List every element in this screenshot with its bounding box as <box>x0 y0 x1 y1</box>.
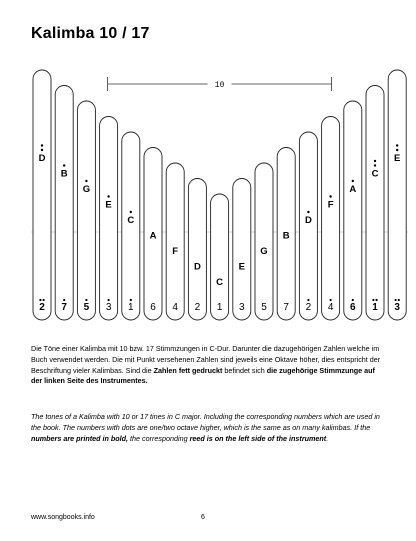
tine-number: 3 <box>105 302 112 313</box>
tine-letter: C <box>216 277 224 288</box>
tine-letter: E <box>105 199 112 211</box>
number-octave-dot <box>43 299 45 301</box>
tine-number: 5 <box>83 302 90 313</box>
tine-letter: A <box>349 184 357 195</box>
number-octave-dot <box>108 299 110 301</box>
tine-letter: D <box>38 153 46 164</box>
tine <box>366 86 384 321</box>
tine <box>77 101 95 320</box>
octave-dot <box>329 195 331 197</box>
tine-letter: G <box>260 246 268 257</box>
tine-letter: A <box>149 230 157 242</box>
tine <box>33 70 51 320</box>
number-octave-dot <box>352 299 354 301</box>
description-german <box>31 344 387 387</box>
tine-body <box>255 163 273 320</box>
text-en-bold2: reed is on the left side of the instrument <box>189 433 327 443</box>
tine-number: 7 <box>283 302 289 313</box>
text-de-bold1: Zahlen fett gedruckt <box>153 365 223 375</box>
tine <box>100 117 118 321</box>
tine <box>299 132 317 320</box>
tine-letter: B <box>60 168 68 180</box>
text-de-part2: befindet sich <box>222 365 267 375</box>
tine-number: 6 <box>350 302 356 313</box>
tine-body <box>388 70 406 320</box>
tine <box>277 148 295 321</box>
tine-body <box>322 117 340 321</box>
tine <box>322 117 340 321</box>
number-octave-dot <box>130 299 132 301</box>
number-octave-dot <box>85 299 87 301</box>
tine-body <box>100 117 118 321</box>
tine <box>211 194 229 320</box>
tine-number: 2 <box>305 302 312 313</box>
tine <box>344 101 362 320</box>
octave-dot <box>130 211 132 213</box>
octave-dot <box>41 149 43 151</box>
number-octave-dot <box>39 299 41 301</box>
tine <box>166 163 184 320</box>
tine-body <box>366 86 384 321</box>
tine-number: 3 <box>394 302 400 313</box>
tine-letter: F <box>172 246 179 257</box>
text-en-part1: The tones of a Kalimba with 10 or 17 tines in C major. Including the corresponding numbers which are used in the book. The numbers with dots are one/two octave higher, which is the same as on many kalimbas. If the <box>31 412 380 432</box>
text-de-part1: Die Töne einer Kalimba mit 10 bzw. 17 Stimmzungen in C-Dur. Darunter die dazugehörigen Zahlen welche im Buch verwendet werden. Die mit Punkt versehenen Zahlen sind jeweils eine Oktave höher, dies entspricht der Beschriftung vieler Kalimbas. Sind die <box>31 344 381 375</box>
range-label: 10 <box>214 81 225 90</box>
tine-letter: F <box>327 199 334 211</box>
tine-number: 4 <box>172 302 178 313</box>
number-octave-dot <box>376 299 378 301</box>
octave-dot <box>374 164 376 166</box>
tine <box>144 148 162 321</box>
octave-dot <box>63 164 65 166</box>
description-english <box>31 412 387 444</box>
octave-dot <box>41 144 43 146</box>
tine-body <box>233 179 251 321</box>
number-octave-dot <box>372 299 374 301</box>
tine-body <box>344 101 362 320</box>
tine-letter: E <box>238 261 245 273</box>
tine-body <box>55 86 73 321</box>
tine <box>122 132 140 320</box>
tine-letter: C <box>371 168 379 180</box>
text-en-part3: . <box>326 433 329 443</box>
tine <box>388 70 406 320</box>
tine-body <box>166 163 184 320</box>
octave-dot <box>85 180 87 182</box>
tine-body <box>33 70 51 320</box>
number-octave-dot <box>395 299 397 301</box>
tine <box>55 86 73 321</box>
tine <box>255 163 273 320</box>
number-octave-dot <box>330 299 332 301</box>
footer-website: www.songbooks.info <box>31 514 95 521</box>
tine-letter: E <box>394 153 401 164</box>
tine-letter: D <box>304 215 312 226</box>
tine <box>233 179 251 321</box>
tine-body <box>299 132 317 320</box>
tine-number: 4 <box>327 302 334 313</box>
tine-body <box>188 179 206 321</box>
tine-number: 5 <box>261 302 267 313</box>
tine-number: 2 <box>39 302 45 313</box>
octave-dot <box>396 144 398 146</box>
tine-number: 3 <box>239 302 245 313</box>
octave-dot <box>374 160 376 162</box>
tine-number: 1 <box>128 302 134 313</box>
number-octave-dot <box>398 299 400 301</box>
tine-letter: C <box>127 215 135 226</box>
tine-number: 1 <box>216 302 223 313</box>
tine-number: 2 <box>194 302 201 313</box>
text-en-bold1: numbers are printed in bold, <box>31 433 129 443</box>
number-octave-dot <box>63 299 65 301</box>
tine-body <box>77 101 95 320</box>
number-octave-dot <box>307 299 309 301</box>
tine-number: 7 <box>61 302 67 313</box>
tine <box>188 179 206 321</box>
octave-dot <box>352 180 354 182</box>
tine-letter: D <box>193 261 201 273</box>
page-number: 6 <box>201 514 205 521</box>
page-title: Kalimba 10 / 17 <box>31 25 150 42</box>
text-de-bold2: die zugehörige Stimmzunge auf der linken Seite des Instrumentes. <box>31 365 375 386</box>
tine-letter: B <box>282 230 290 242</box>
octave-dot <box>396 149 398 151</box>
tine-number: 6 <box>150 302 156 313</box>
tine-number: 1 <box>372 302 378 313</box>
octave-dot <box>107 195 109 197</box>
octave-dot <box>307 211 309 213</box>
text-en-part2: the corresponding <box>128 433 190 443</box>
tine-letter: G <box>82 184 91 195</box>
tine-body <box>122 132 140 320</box>
